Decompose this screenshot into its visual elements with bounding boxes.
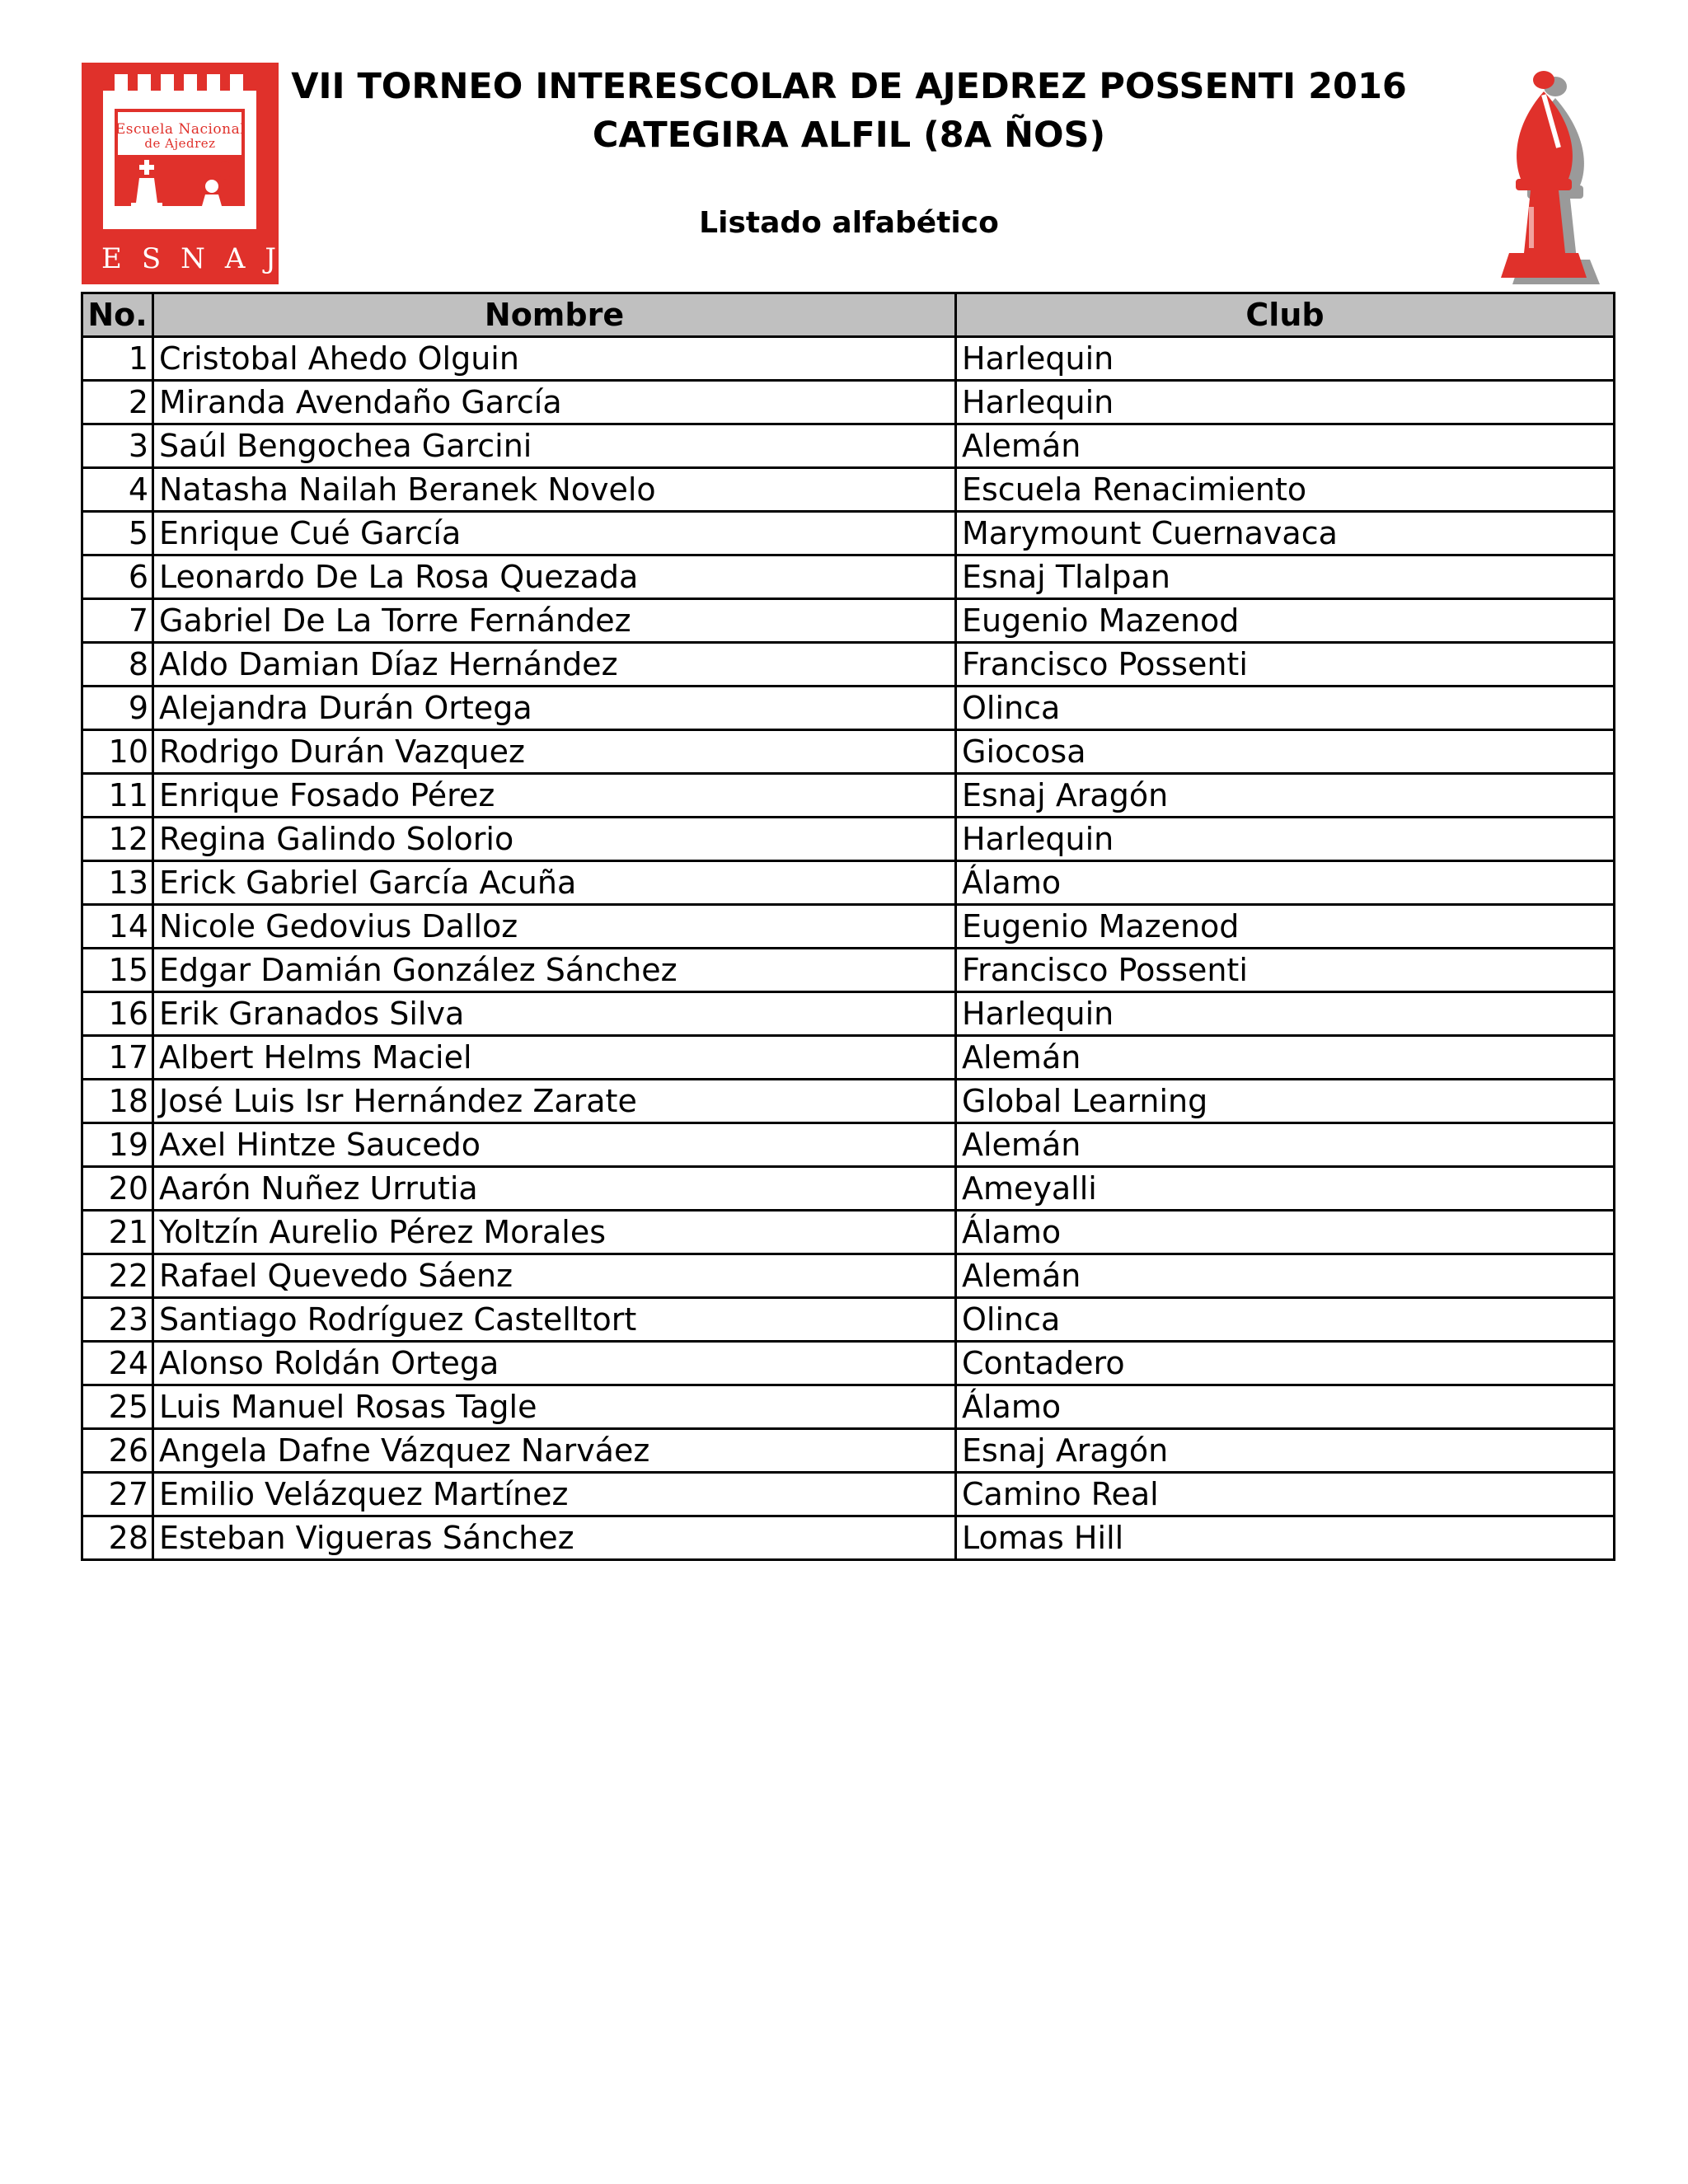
participant-name: Erick Gabriel García Acuña xyxy=(153,861,956,905)
table-row xyxy=(82,555,1615,599)
table-row xyxy=(82,730,1615,774)
participant-club: Francisco Possenti xyxy=(956,949,1615,992)
participant-club: Giocosa xyxy=(956,730,1615,774)
participant-name: José Luis Isr Hernández Zarate xyxy=(153,1080,956,1123)
document-title: VII TORNEO INTERESCOLAR DE AJEDREZ POSSENTI 2016 xyxy=(291,66,1407,107)
table-row xyxy=(82,512,1615,555)
participant-club: Francisco Possenti xyxy=(956,643,1615,687)
row-number: 21 xyxy=(82,1211,153,1254)
participant-club: Eugenio Mazenod xyxy=(956,905,1615,949)
participant-name: Erik Granados Silva xyxy=(153,992,956,1036)
table-row xyxy=(82,643,1615,687)
row-number: 12 xyxy=(82,818,153,861)
participant-name: Alejandra Durán Ortega xyxy=(153,687,956,730)
row-number: 2 xyxy=(82,381,153,424)
table-row xyxy=(82,1036,1615,1080)
participant-name: Alonso Roldán Ortega xyxy=(153,1342,956,1385)
table-row xyxy=(82,818,1615,861)
participant-name: Axel Hintze Saucedo xyxy=(153,1123,956,1167)
column-header-club: Club xyxy=(956,293,1615,337)
row-number: 9 xyxy=(82,687,153,730)
row-number: 20 xyxy=(82,1167,153,1211)
row-number: 17 xyxy=(82,1036,153,1080)
participant-club: Álamo xyxy=(956,1385,1615,1429)
row-number: 14 xyxy=(82,905,153,949)
participant-name: Enrique Fosado Pérez xyxy=(153,774,956,818)
column-header-no: No. xyxy=(82,293,153,337)
participant-club: Harlequin xyxy=(956,381,1615,424)
participant-name: Aldo Damian Díaz Hernández xyxy=(153,643,956,687)
document-subtitle: Listado alfabético xyxy=(699,206,999,240)
participant-name: Miranda Avendaño García xyxy=(153,381,956,424)
participant-club: Harlequin xyxy=(956,992,1615,1036)
participant-club: Alemán xyxy=(956,424,1615,468)
participant-name: Rodrigo Durán Vazquez xyxy=(153,730,956,774)
participant-name: Leonardo De La Rosa Quezada xyxy=(153,555,956,599)
row-number: 27 xyxy=(82,1473,153,1516)
participant-name: Natasha Nailah Beranek Novelo xyxy=(153,468,956,512)
document-category: CATEGIRA ALFIL (8A ÑOS) xyxy=(592,115,1106,156)
table-row xyxy=(82,1516,1615,1560)
row-number: 8 xyxy=(82,643,153,687)
table-header-row xyxy=(82,293,1615,337)
participant-club: Contadero xyxy=(956,1342,1615,1385)
participant-club: Harlequin xyxy=(956,337,1615,381)
row-number: 28 xyxy=(82,1516,153,1560)
participant-club: Global Learning xyxy=(956,1080,1615,1123)
table-row xyxy=(82,1342,1615,1385)
participant-club: Eugenio Mazenod xyxy=(956,599,1615,643)
row-number: 23 xyxy=(82,1298,153,1342)
esnaj-logo xyxy=(82,63,297,284)
logo-acronym: ESNAJ xyxy=(101,242,297,275)
participant-club: Alemán xyxy=(956,1254,1615,1298)
participant-name: Gabriel De La Torre Fernández xyxy=(153,599,956,643)
participant-club: Álamo xyxy=(956,1211,1615,1254)
participant-name: Edgar Damián González Sánchez xyxy=(153,949,956,992)
participant-club: Esnaj Aragón xyxy=(956,1429,1615,1473)
participant-name: Angela Dafne Vázquez Narváez xyxy=(153,1429,956,1473)
participant-name: Cristobal Ahedo Olguin xyxy=(153,337,956,381)
participant-club: Harlequin xyxy=(956,818,1615,861)
table-row xyxy=(82,774,1615,818)
row-number: 7 xyxy=(82,599,153,643)
row-number: 19 xyxy=(82,1123,153,1167)
participant-name: Santiago Rodríguez Castelltort xyxy=(153,1298,956,1342)
table-row xyxy=(82,992,1615,1036)
table-row xyxy=(82,1123,1615,1167)
table-row xyxy=(82,337,1615,381)
row-number: 6 xyxy=(82,555,153,599)
row-number: 11 xyxy=(82,774,153,818)
participant-club: Lomas Hill xyxy=(956,1516,1615,1560)
table-row xyxy=(82,905,1615,949)
bishop-icon xyxy=(1479,62,1611,293)
table-row xyxy=(82,381,1615,424)
participant-club: Escuela Renacimiento xyxy=(956,468,1615,512)
row-number: 15 xyxy=(82,949,153,992)
participant-club: Olinca xyxy=(956,687,1615,730)
row-number: 4 xyxy=(82,468,153,512)
table-row xyxy=(82,1254,1615,1298)
logo-line1: Escuela Nacional xyxy=(115,121,246,138)
table-row xyxy=(82,949,1615,992)
participant-name: Saúl Bengochea Garcini xyxy=(153,424,956,468)
table-row xyxy=(82,599,1615,643)
row-number: 25 xyxy=(82,1385,153,1429)
participant-club: Ameyalli xyxy=(956,1167,1615,1211)
column-header-nombre: Nombre xyxy=(153,293,956,337)
row-number: 22 xyxy=(82,1254,153,1298)
participant-name: Regina Galindo Solorio xyxy=(153,818,956,861)
participant-club: Marymount Cuernavaca xyxy=(956,512,1615,555)
row-number: 18 xyxy=(82,1080,153,1123)
logo-line2: de Ajedrez xyxy=(144,136,216,151)
table-row xyxy=(82,468,1615,512)
participant-club: Esnaj Tlalpan xyxy=(956,555,1615,599)
table-row xyxy=(82,424,1615,468)
participant-name: Rafael Quevedo Sáenz xyxy=(153,1254,956,1298)
table-row xyxy=(82,1080,1615,1123)
table-row xyxy=(82,1167,1615,1211)
participant-name: Emilio Velázquez Martínez xyxy=(153,1473,956,1516)
table-row xyxy=(82,1298,1615,1342)
participant-name: Enrique Cué García xyxy=(153,512,956,555)
participant-name: Nicole Gedovius Dalloz xyxy=(153,905,956,949)
table-row xyxy=(82,687,1615,730)
row-number: 24 xyxy=(82,1342,153,1385)
row-number: 13 xyxy=(82,861,153,905)
row-number: 3 xyxy=(82,424,153,468)
participant-name: Albert Helms Maciel xyxy=(153,1036,956,1080)
participant-name: Aarón Nuñez Urrutia xyxy=(153,1167,956,1211)
row-number: 5 xyxy=(82,512,153,555)
table-row xyxy=(82,1473,1615,1516)
participant-club: Alemán xyxy=(956,1123,1615,1167)
row-number: 10 xyxy=(82,730,153,774)
participant-club: Álamo xyxy=(956,861,1615,905)
participant-club: Esnaj Aragón xyxy=(956,774,1615,818)
participant-club: Olinca xyxy=(956,1298,1615,1342)
participant-club: Alemán xyxy=(956,1036,1615,1080)
participant-name: Yoltzín Aurelio Pérez Morales xyxy=(153,1211,956,1254)
table-row xyxy=(82,861,1615,905)
table-row xyxy=(82,1429,1615,1473)
participant-name: Esteban Vigueras Sánchez xyxy=(153,1516,956,1560)
row-number: 26 xyxy=(82,1429,153,1473)
table-row xyxy=(82,1385,1615,1429)
row-number: 16 xyxy=(82,992,153,1036)
participant-club: Camino Real xyxy=(956,1473,1615,1516)
participants-table xyxy=(81,292,1615,1561)
participant-name: Luis Manuel Rosas Tagle xyxy=(153,1385,956,1429)
table-row xyxy=(82,1211,1615,1254)
row-number: 1 xyxy=(82,337,153,381)
